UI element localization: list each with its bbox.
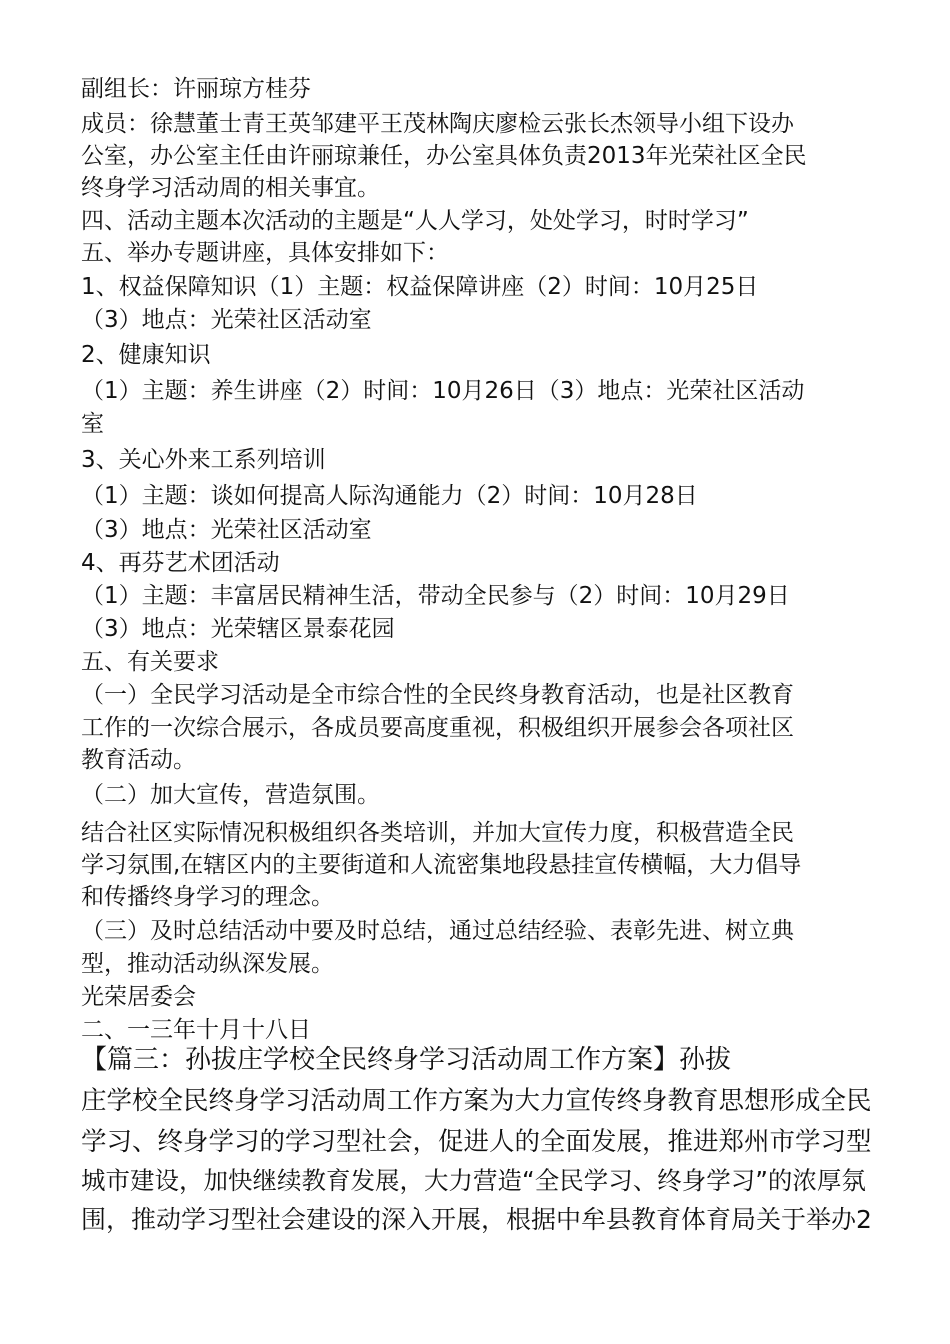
text-line: （二）加大宣传，营造氛围。 <box>81 782 380 808</box>
text-line: 3、关心外来工系列培训 <box>81 447 326 473</box>
text-line: 四、活动主题本次活动的主题是“人人学习，处处学习，时时学习” <box>81 208 749 234</box>
text-line: 1、权益保障知识（1）主题：权益保障讲座（2）时间：10月25日 <box>81 274 759 300</box>
text-line: 室 <box>81 411 104 437</box>
text-line: 城市建设，加快继续教育发展，大力营造“全民学习、终身学习”的浓厚氛 <box>81 1166 866 1195</box>
text-line: （3）地点：光荣社区活动室 <box>81 307 372 333</box>
text-line: 副组长：许丽琼方桂芬 <box>81 76 311 102</box>
text-line: 学习氛围,在辖区内的主要街道和人流密集地段悬挂宣传横幅，大力倡导 <box>81 852 802 878</box>
text-line: 教育活动。 <box>81 747 196 773</box>
text-line: （3）地点：光荣辖区景泰花园 <box>81 616 395 642</box>
text-line: 五、举办专题讲座，具体安排如下： <box>81 240 449 266</box>
text-line: 型，推动活动纵深发展。 <box>81 951 334 977</box>
text-line: （1）主题：丰富居民精神生活，带动全民参与（2）时间：10月29日 <box>81 583 790 609</box>
text-line: 公室，办公室主任由许丽琼兼任，办公室具体负责2013年光荣社区全民 <box>81 143 807 169</box>
text-line: 和传播终身学习的理念。 <box>81 884 334 910</box>
text-line: 五、有关要求 <box>81 649 219 675</box>
text-line: 终身学习活动周的相关事宜。 <box>81 175 380 201</box>
text-line: （3）地点：光荣社区活动室 <box>81 517 372 543</box>
text-line: 2、健康知识 <box>81 342 211 368</box>
text-line: （1）主题：养生讲座（2）时间：10月26日（3）地点：光荣社区活动 <box>81 378 805 404</box>
text-line: 学习、终身学习的学习型社会，促进人的全面发展，推进郑州市学习型 <box>81 1127 872 1157</box>
text-line: 工作的一次综合展示，各成员要高度重视，积极组织开展参会各项社区 <box>81 715 794 741</box>
text-line: 围，推动学习型社会建设的深入开展，根据中牟县教育体育局关于举办2 <box>81 1205 872 1234</box>
text-line: 结合社区实际情况积极组织各类培训，并加大宣传力度，积极营造全民 <box>81 820 794 846</box>
text-line: （1）主题：谈如何提高人际沟通能力（2）时间：10月28日 <box>81 483 698 509</box>
section-heading-line: 【篇三：孙拔庄学校全民终身学习活动周工作方案】孙拔 <box>81 1045 732 1075</box>
text-line: 4、再芬艺术团活动 <box>81 550 280 576</box>
text-line: 成员：徐慧董士青王英邹建平王茂林陶庆廖检云张长杰领导小组下设办 <box>81 111 794 137</box>
text-line: （一）全民学习活动是全市综合性的全民终身教育活动，也是社区教育 <box>81 682 794 708</box>
text-line: （三）及时总结活动中要及时总结，通过总结经验、表彰先进、树立典 <box>81 918 794 944</box>
text-line: 庄学校全民终身学习活动周工作方案为大力宣传终身教育思想形成全民 <box>81 1086 872 1116</box>
text-line: 二、一三年十月十八日 <box>81 1017 311 1043</box>
text-line: 光荣居委会 <box>81 984 196 1010</box>
